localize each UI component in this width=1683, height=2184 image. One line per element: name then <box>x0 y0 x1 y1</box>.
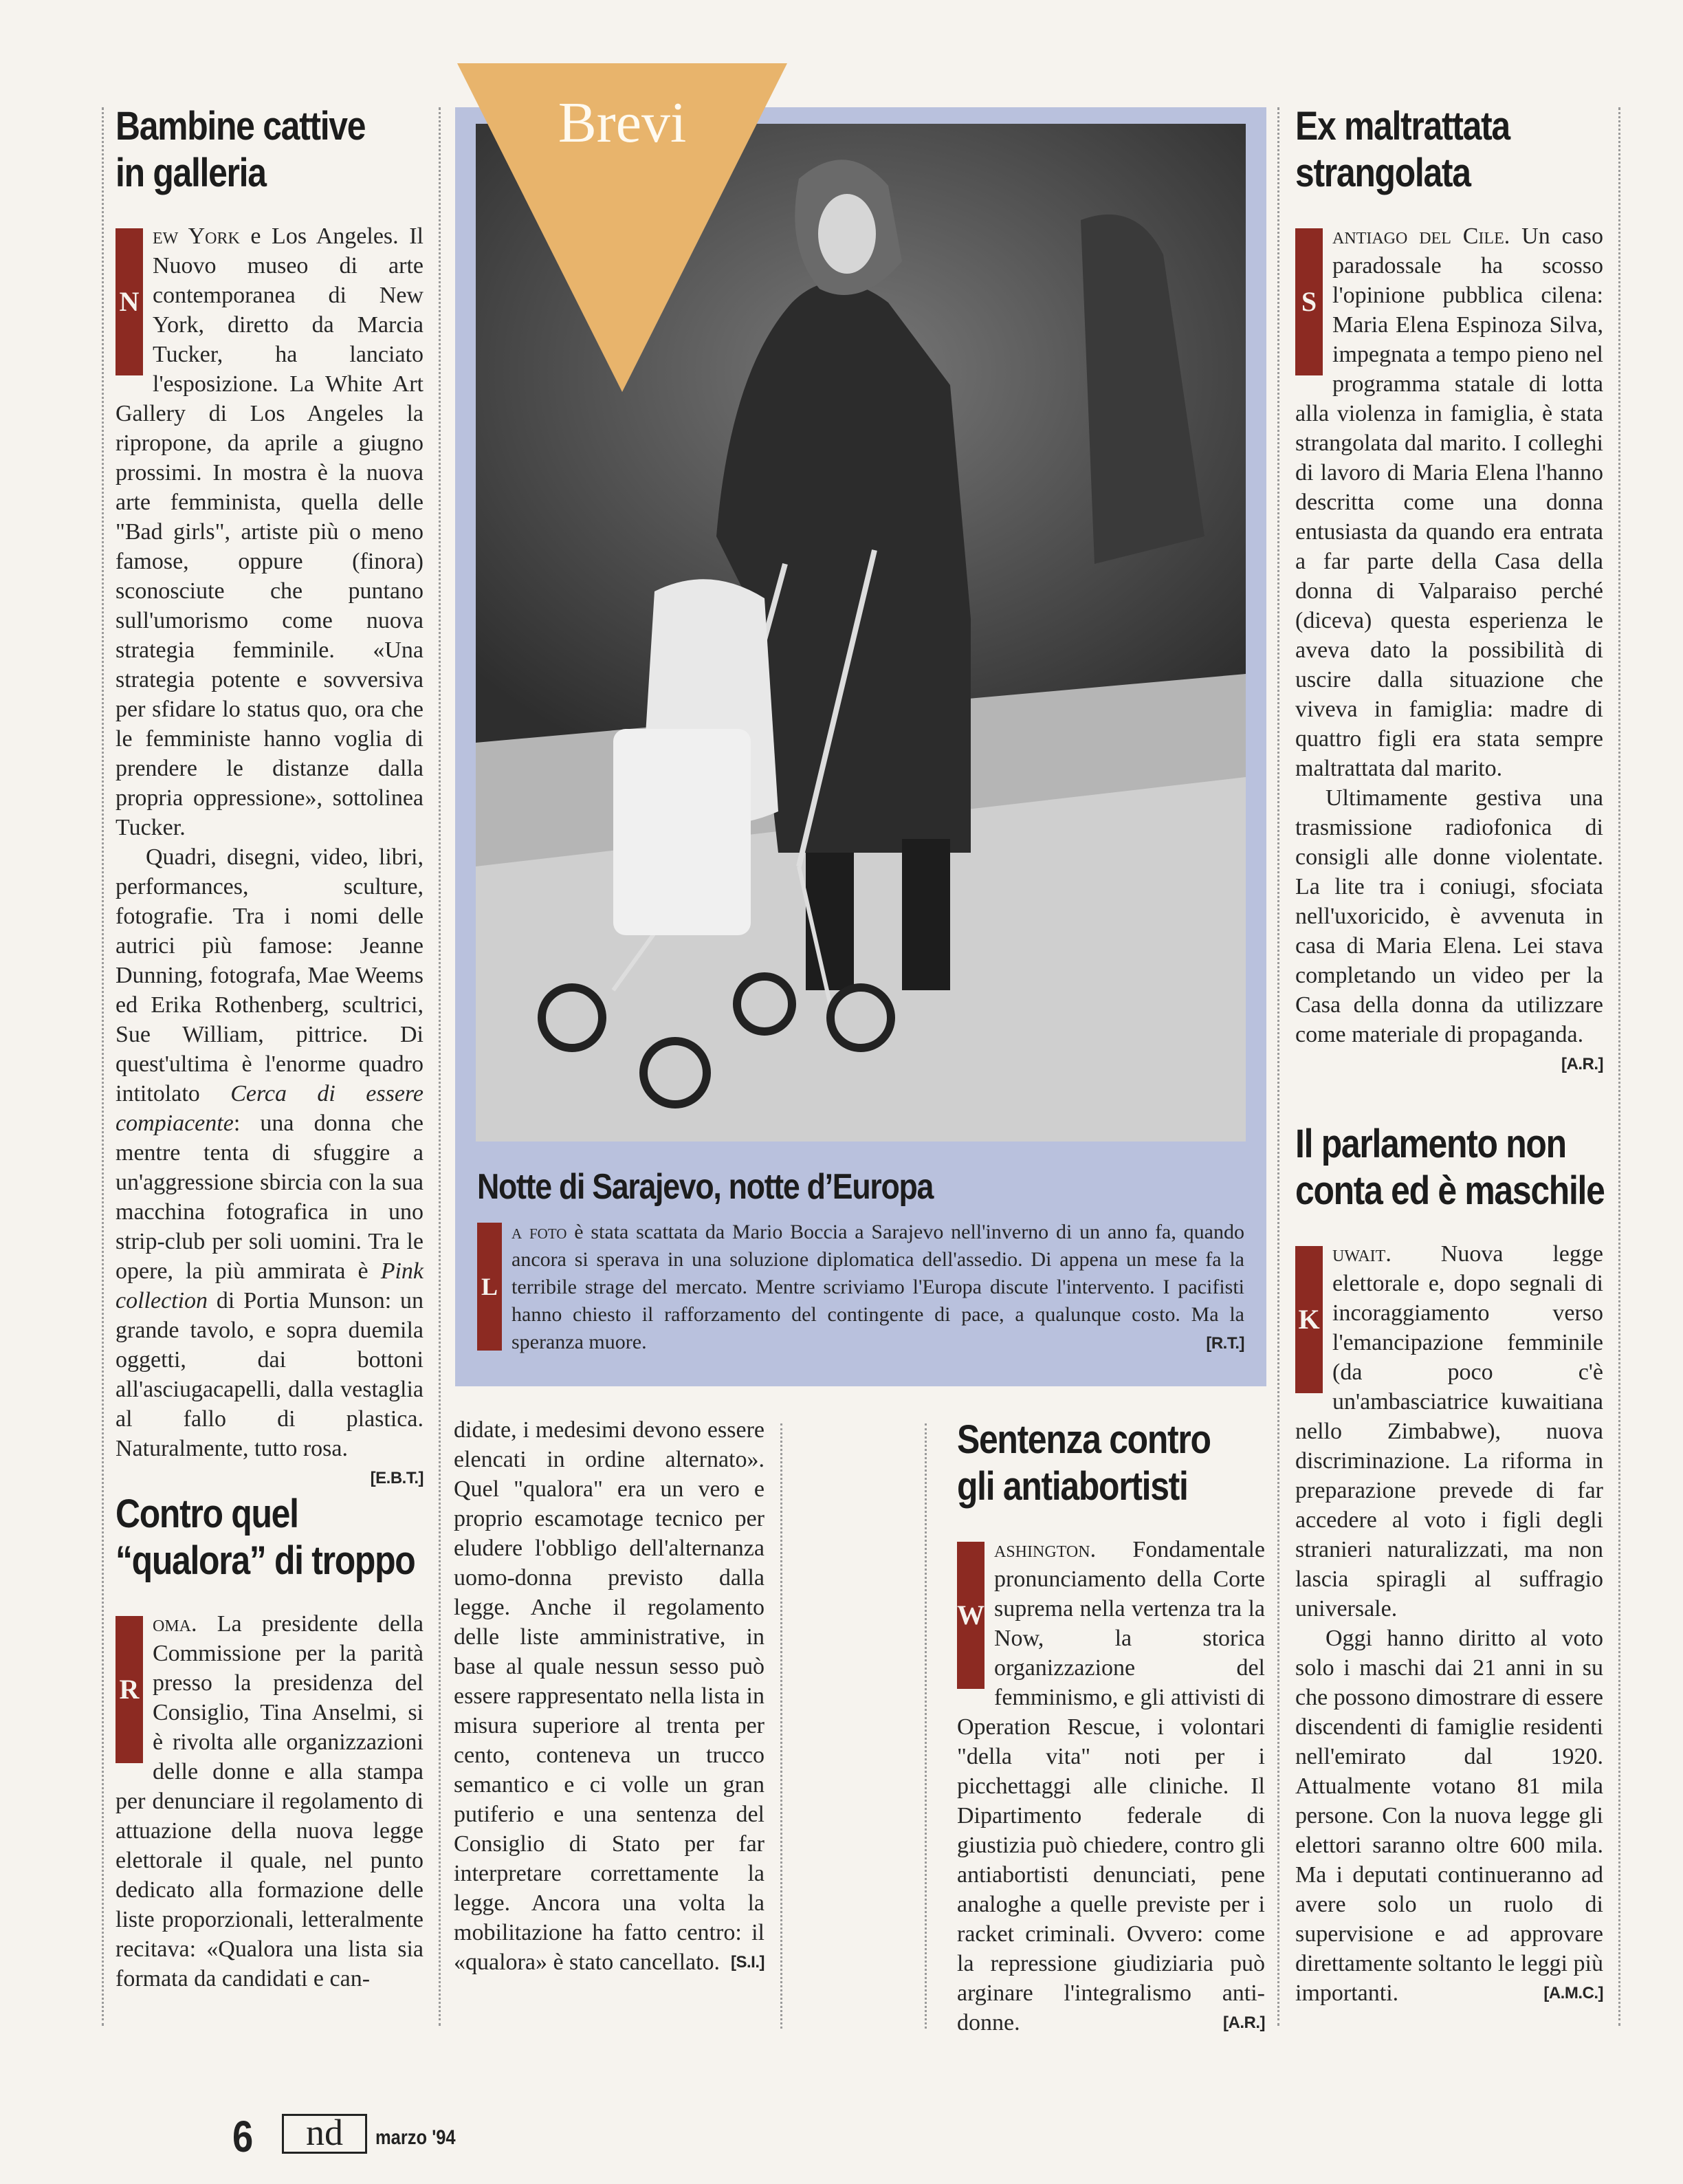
paragraph: didate, i medesimi devono essere elencati in ordine alternato». Quel "qualora" era un vero e proprio escamotage tecnico per eludere l'obbligo dell'alternanza uomo-donna previsto dalla legge. Anche il regolamento delle liste amministrative, in base al quale nessun sesso può essere rappresentato nella lista in misura superiore al trenta per cento, conteneva un trucco semantico e ci volle un gran putiferio e una sentenza del Consiglio di Stato per far interpretare correttamente la legge. Ancora una volta la mobilitazione ha fatto centro: il «qualora» è stato cancellato. <box>454 1417 764 1975</box>
magazine-logo: nd <box>282 2114 367 2154</box>
artwork-title: Pink collection <box>116 1258 424 1313</box>
headline-line: conta ed è maschile <box>1295 1168 1605 1213</box>
paragraph: e Los Angeles. Il Nuovo museo di arte contemporanea di New York, diretto da Marcia Tucker, ha lanciato l'esposizione. La White Art Gallery di Los Angeles la ripropone, da aprile a giugno prossimi. In mostra è la nuova arte femminista, quella delle "Bad girls", artiste più o meno famose, oppure (finora) sconosciute che puntano sull'umorismo come nuova strategia femminile. «Una strategia potente e sovversiva per sfidare lo status quo, ora che le femministe hanno voglia di prendere le distanze dalla propria oppressione», sottolinea Tucker. <box>116 223 424 840</box>
paragraph: . Fondamentale pronunciamento della Corte suprema nella vertenza tra la Now, la storica organizzazione del femminismo, e gli attivisti di Operation Rescue, i volontari "della vita" noti per i picchettaggi alle cliniche. Il Dipartimento federale di giustizia può chiedere, contro gli antiabortisti denunciati, pene analoghe a quelle previste per i racket criminali. Ovvero: come la repressione giudiziaria può arginare l'integralismo anti-donne. <box>957 1537 1265 2035</box>
author-signature: [R.T.] <box>1206 1334 1244 1353</box>
lead-in: oma <box>153 1611 192 1637</box>
article-body <box>116 221 424 1487</box>
paragraph: : una donna che mentre tenta di sfuggire a un'aggressione sbircia con la sua macchina fotografica in uno strip-club per soli uomini. Tra le opere, la più ammirata è <box>116 1111 424 1284</box>
column-rule <box>102 107 104 2026</box>
headline-line: in galleria <box>116 151 266 195</box>
headline <box>1295 1121 1605 1214</box>
lead-in: ew York <box>153 223 240 249</box>
drop-cap: N <box>116 228 143 375</box>
headline-line: Il parlamento non <box>1295 1122 1566 1166</box>
headline-line: Ex maltrattata <box>1295 104 1510 149</box>
column-rule <box>1618 107 1620 2026</box>
headline-line: gli antiabortisti <box>957 1464 1188 1509</box>
headline-line: strangolata <box>1295 151 1471 195</box>
paragraph: di Portia Munson: un grande tavolo, e sopra duemila oggetti, dai bottoni all'asciugacapelli, dalla vestaglia al fallo di plastica. Naturalmente, tutto rosa. <box>116 1288 424 1461</box>
drop-cap: R <box>116 1616 143 1763</box>
column-rule <box>439 107 441 2026</box>
article-bambine <box>116 103 424 1493</box>
headline-line: “qualora” di troppo <box>116 1538 415 1583</box>
article-qualora-continued <box>454 1415 764 1977</box>
headline <box>116 103 380 197</box>
headline <box>1295 103 1560 197</box>
section-label: Brevi <box>558 91 687 155</box>
drop-cap: L <box>477 1223 502 1351</box>
drop-cap: W <box>957 1542 984 1689</box>
column-rule <box>780 1423 782 2029</box>
headline-line: Bambine cattive <box>116 104 366 149</box>
paragraph: è stata scattata da Mario Boccia a Sarajevo nell'inverno di un anno fa, quando ancora si sperava in una soluzione diplomatica dell'assedio. Di appena un mese fa la terribile strage del mercato. Mentre scriviamo l'Europa discute l'intervento. I pacifisti hanno chiesto il rafforzamento del contingente di pace, a qualunque costo. Ma la speranza muore. <box>512 1221 1244 1353</box>
caption-body <box>477 1219 1244 1358</box>
headline <box>957 1417 1222 1510</box>
lead-in: ashington <box>994 1537 1090 1562</box>
drop-cap: S <box>1295 228 1323 375</box>
drop-cap: K <box>1295 1246 1323 1393</box>
paragraph: Quadri, disegni, video, libri, performances, sculture, fotografie. Tra i nomi delle autrici più famose: Jeanne Dunning, fotografa, Mae Weems ed Erika Rothenberg, scultrici, Sue William, pittrice. Di quest'ultima è l'enorme quadro intitolato <box>116 844 424 1106</box>
author-signature: [A.M.C.] <box>1543 1984 1603 2002</box>
column-rule <box>925 1423 927 2029</box>
headline <box>116 1491 415 1584</box>
author-signature: [S.I.] <box>731 1953 764 1972</box>
author-signature: [E.B.T.] <box>370 1469 424 1487</box>
paragraph: . Nuova legge elettorale e, dopo segnali di incoraggiamento verso l'emancipazione femminile (da poco c'è un'ambasciatrice kuwaitiana nello Zimbabwe), nuova discriminazione. La riforma in preparazione prevede di far accedere al voto i figli degli stranieri naturalizzati, ma non lascia spiragli al suffragio universale. <box>1295 1241 1603 1621</box>
page-number: 6 <box>232 2112 254 2161</box>
paragraph: . Un caso paradossale ha scosso l'opinione pubblica cilena: Maria Elena Espinoza Silva, impegnata a tempo pieno nel programma statale di lotta alla violenza in famiglia, è stata strangolata dal marito. I colleghi di lavoro di Maria Elena l'hanno descritta come una donna entusiasta da quando era entrata a far parte della Casa della donna di Valparaiso perché (diceva) questa esperienza le aveva dato la possibilità di uscire dalla situazione che viveva in famiglia: madre di quattro figli era stata sempre maltrattata dal marito. <box>1295 223 1603 781</box>
article-parlamento <box>1295 1121 1603 2008</box>
article-body <box>957 1535 1265 2038</box>
author-signature: [A.R.] <box>1223 2013 1265 2032</box>
article-body <box>1295 1239 1603 2008</box>
article-maltrattata <box>1295 103 1603 1079</box>
article-body <box>454 1415 764 1977</box>
article-qualora <box>116 1491 424 1994</box>
lead-in: uwait <box>1332 1241 1386 1267</box>
headline-line: Sentenza contro <box>957 1417 1211 1462</box>
paragraph: Oggi hanno diritto al voto solo i maschi dai 21 anni in su che possono dimostrare di essere discendenti di famiglie residenti nell'emirato dal 1920. Attualmente votano 81 mila persone. Con la nuova legge gli elettori saranno oltre 600 mila. Ma i deputati continueranno ad avere solo un ruolo di supervisione e ad approvare direttamente soltanto le leggi più importanti. <box>1295 1626 1603 2006</box>
lead-in: a foto <box>512 1221 567 1243</box>
article-body <box>116 1609 424 1994</box>
issue-date: marzo '94 <box>375 2126 456 2149</box>
author-signature: [A.R.] <box>1561 1055 1603 1073</box>
article-body <box>1295 221 1603 1073</box>
caption-headline: Notte di Sarajevo, notte d’Europa <box>477 1167 934 1207</box>
article-sentenza <box>957 1417 1265 2038</box>
artwork-title: Cerca di essere compiacente <box>116 1081 424 1136</box>
paragraph: Ultimamente gestiva una trasmissione radiofonica di consigli alle donne violentate. La lite tra i coniugi, sfociata nell'uxoricido, è avvenuta in casa di Maria Elena. Lei stava completando un video per la Casa della donna da utilizzare come materiale di propaganda. <box>1295 785 1603 1047</box>
column-rule <box>1277 107 1279 2026</box>
lead-in: antiago del Cile <box>1332 223 1504 249</box>
paragraph: . La presidente della Commissione per la parità presso la presidenza del Consiglio, Tina Anselmi, si è rivolta alle organizzazioni delle donne e alla stampa per denunciare il regolamento di attuazione della nuova legge elettorale il quale, nel punto dedicato alla formazione delle liste proporzionali, letteralmente recitava: «Qualora una lista sia formata da candidati e can- <box>116 1611 424 1991</box>
headline-line: Contro quel <box>116 1492 298 1536</box>
